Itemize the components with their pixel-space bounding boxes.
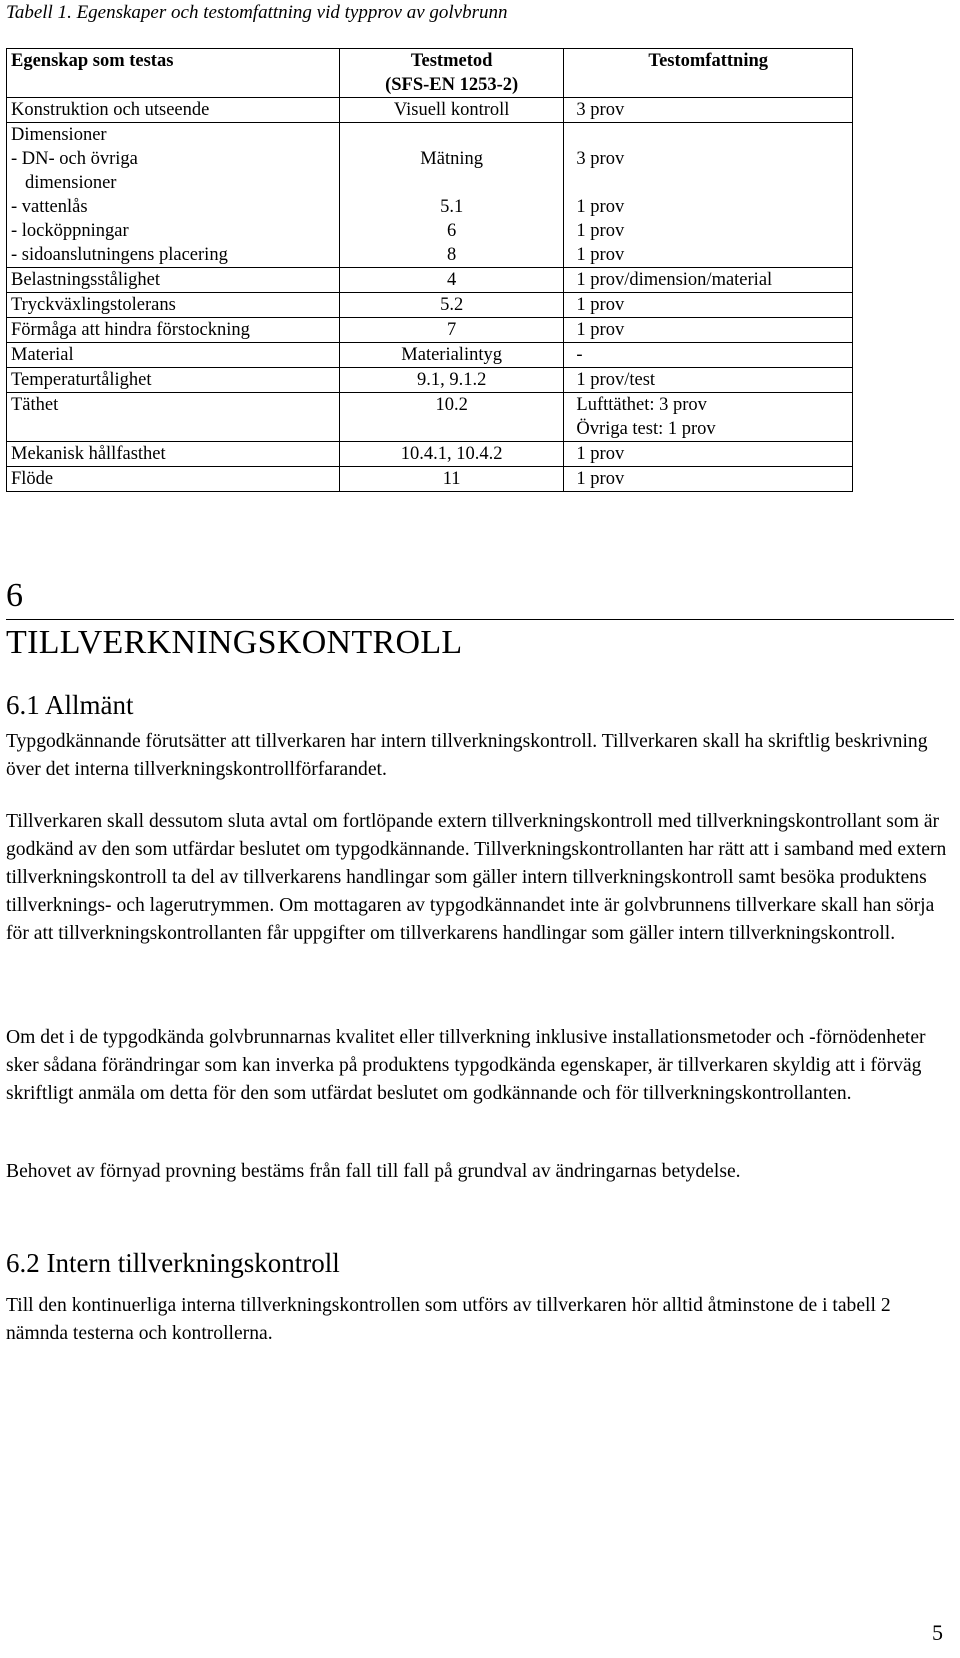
section-6-2-heading: 6.2 Intern tillverkningskontroll — [6, 1248, 340, 1278]
table-header-row — [7, 49, 853, 98]
cell-line: 1 prov — [576, 245, 625, 265]
table-row — [7, 343, 853, 368]
cell-scope — [564, 123, 853, 268]
cell-line: - vattenlås — [11, 197, 88, 217]
section-6-1-heading: 6.1 Allmänt — [6, 690, 134, 720]
cell-line: 6 — [447, 221, 457, 241]
test-scope-table — [6, 48, 853, 492]
cell-scope: 1 prov/dimension/material — [564, 268, 853, 293]
table-row — [7, 293, 853, 318]
header-test-method-line1: Testmetod — [410, 51, 493, 71]
cell-method — [339, 123, 564, 268]
cell-method: 5.2 — [339, 293, 564, 318]
cell-line: Lufttäthet: 3 prov — [576, 395, 707, 415]
cell-line: - sidoanslutningens placering — [11, 245, 228, 265]
cell-method: 10.4.1, 10.4.2 — [339, 442, 564, 467]
header-test-method — [339, 49, 564, 98]
paragraph: Tillverkaren skall dessutom sluta avtal om fortlöpande extern tillverkningskontroll med tillverkningskontrollant som är godkänd av den som utfärdar beslutet om typgodkännande. Tillverkningskontrollanten har rätt att i samband med extern tillverkningskontroll ta del av tillverkarens handlingar som gäller intern tillverkningskontroll samt besöka produktens tillverknings- och lagerutrymmen. Om mottagaren av typgodkännandet inte är golvbrunnens tillverkare skall han sörja för att tillverkningskontrollanten får uppgifter om tillverkarens handlingar som gäller intern tillverkningskontroll. — [6, 811, 947, 944]
table-row — [7, 368, 853, 393]
table-row — [7, 467, 853, 492]
cell-line — [344, 123, 560, 147]
cell-property: Flöde — [7, 467, 340, 492]
header-property: Egenskap som testas — [7, 49, 340, 98]
cell-property: Förmåga att hindra förstockning — [7, 318, 340, 343]
section-6-heading — [6, 575, 954, 664]
table-caption: Tabell 1. Egenskaper och testomfattning vid typprov av golvbrunn — [6, 2, 508, 23]
cell-method: 7 — [339, 318, 564, 343]
cell-scope: 1 prov/test — [564, 368, 853, 393]
cell-property: Temperaturtålighet — [7, 368, 340, 393]
cell-property — [7, 123, 340, 268]
cell-line: dimensioner — [25, 173, 117, 193]
cell-property: Material — [7, 343, 340, 368]
cell-scope: 1 prov — [564, 467, 853, 492]
table-row — [7, 268, 853, 293]
cell-line — [344, 171, 560, 195]
cell-line: Övriga test: 1 prov — [576, 419, 716, 439]
header-test-method-line2: (SFS-EN 1253-2) — [385, 75, 519, 95]
section-6-title: TILLVERKNINGSKONTROLL — [6, 624, 463, 661]
cell-scope: 1 prov — [564, 318, 853, 343]
cell-scope: - — [564, 343, 853, 368]
table-row — [7, 98, 853, 123]
table-row — [7, 123, 853, 268]
table-row — [7, 393, 853, 442]
header-test-scope: Testomfattning — [564, 49, 853, 98]
section-6-number: 6 — [6, 575, 954, 620]
paragraph: Till den kontinuerliga interna tillverkningskontrollen som utförs av tillverkaren hör alltid åtminstone de i tabell 2 nämnda testerna och kontrollerna. — [6, 1295, 891, 1344]
cell-scope: 3 prov — [564, 98, 853, 123]
cell-method: Visuell kontroll — [339, 98, 564, 123]
cell-method: 11 — [339, 467, 564, 492]
cell-line: Mätning — [420, 149, 483, 169]
cell-method: 4 — [339, 268, 564, 293]
cell-line: - locköppningar — [11, 221, 129, 241]
cell-property: Tryckväxlingstolerans — [7, 293, 340, 318]
page-number: 5 — [932, 1620, 943, 1645]
cell-line: 1 prov — [576, 197, 625, 217]
cell-line — [576, 123, 848, 147]
cell-scope: 1 prov — [564, 293, 853, 318]
cell-line — [576, 171, 848, 195]
cell-scope — [564, 393, 853, 442]
table-row — [7, 442, 853, 467]
cell-line: Dimensioner — [11, 125, 107, 145]
cell-line: 5.1 — [440, 197, 464, 217]
cell-line: 3 prov — [576, 149, 625, 169]
cell-property: Konstruktion och utseende — [7, 98, 340, 123]
cell-method: 9.1, 9.1.2 — [339, 368, 564, 393]
cell-method: 10.2 — [339, 393, 564, 442]
cell-line: 1 prov — [576, 221, 625, 241]
paragraph: Behovet av förnyad provning bestäms från fall till fall på grundval av ändringarnas betydelse. — [6, 1161, 741, 1182]
cell-line: 8 — [447, 245, 457, 265]
cell-property: Täthet — [7, 393, 340, 442]
table-row — [7, 318, 853, 343]
cell-property: Belastningsstålighet — [7, 268, 340, 293]
cell-method: Materialintyg — [339, 343, 564, 368]
cell-line: - DN- och övriga — [11, 149, 138, 169]
cell-property: Mekanisk hållfasthet — [7, 442, 340, 467]
paragraph: Om det i de typgodkända golvbrunnarnas kvalitet eller tillverkning inklusive installationsmetoder och -förnödenheter sker sådana förändringar som kan inverka på produktens typgodkända egenskaper, är tillverkaren skyldig att i förväg skriftligt anmäla om detta för den som utfärdat beslutet om godkännande och för tillverkningskontrollanten. — [6, 1027, 926, 1104]
cell-scope: 1 prov — [564, 442, 853, 467]
paragraph: Typgodkännande förutsätter att tillverkaren har intern tillverkningskontroll. Tillverkaren skall ha skriftlig beskrivning över det interna tillverkningskontrollförfarandet. — [6, 731, 928, 780]
